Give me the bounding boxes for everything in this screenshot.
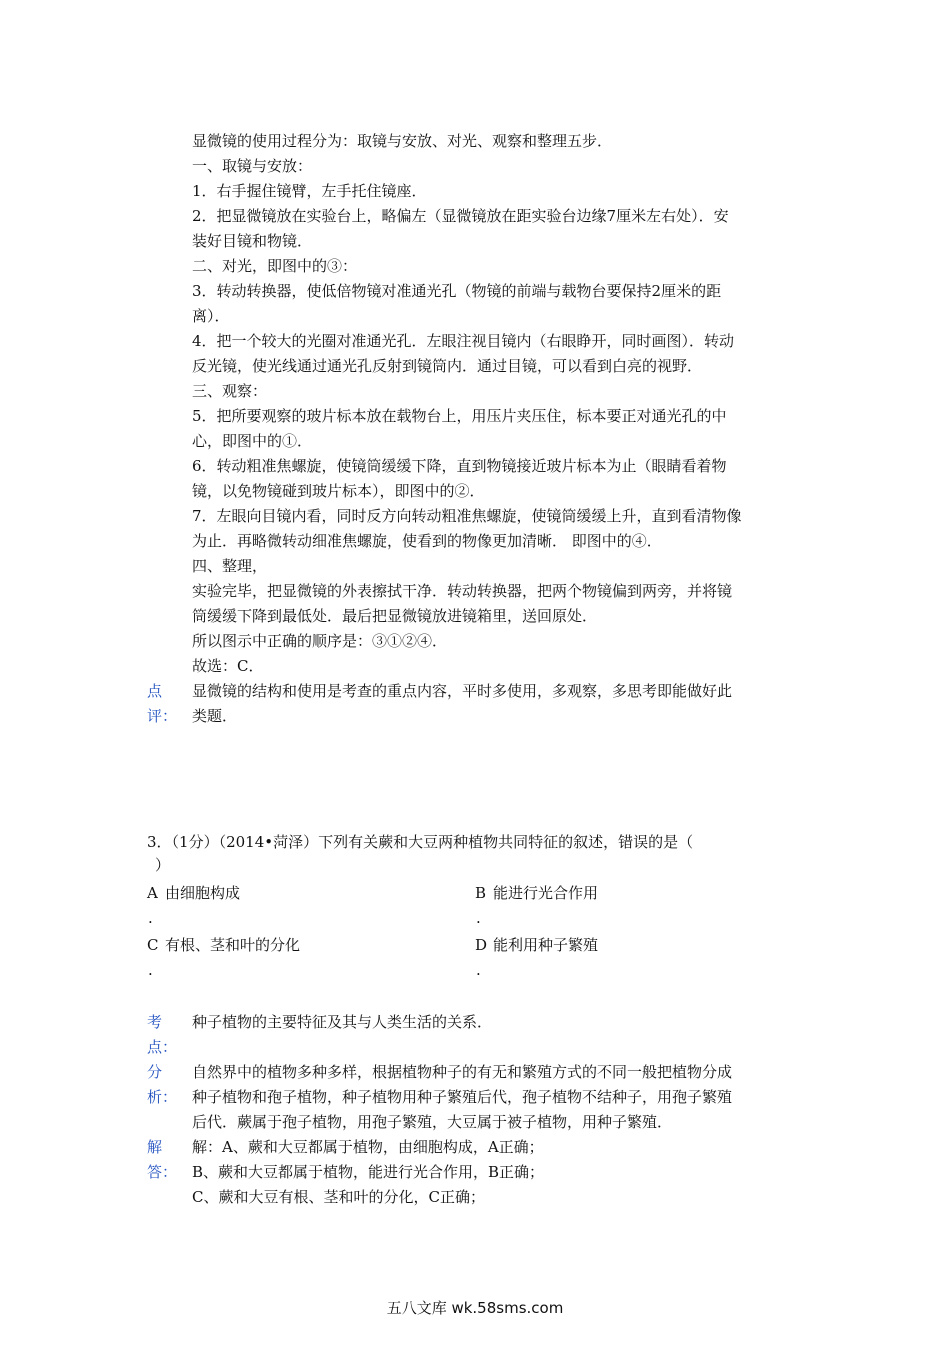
option-text: 有根、茎和叶的分化 bbox=[165, 936, 301, 954]
kaodian-text: 种子植物的主要特征及其与人类生活的关系． bbox=[192, 1013, 493, 1031]
footer-watermark: 五八文库 wk.58sms.com bbox=[386, 1299, 564, 1317]
text-line: 一、取镜与安放： bbox=[192, 157, 313, 175]
fenxi-label-char1: 分 bbox=[147, 1063, 163, 1081]
text-line: 2．把显微镜放在实验台上，略偏左（显微镜放在距实验台边缘7厘米左右处）．安 bbox=[192, 207, 729, 225]
kaodian-label-char2: 点： bbox=[147, 1038, 178, 1056]
text-line: 三、观察： bbox=[192, 382, 268, 400]
option-letter: C bbox=[147, 936, 159, 954]
text-line: 装好目镜和物镜． bbox=[192, 232, 313, 250]
text-line: 1．右手握住镜臂，左手托住镜座． bbox=[192, 182, 427, 200]
text-line: 7．左眼向目镜内看，同时反方向转动粗准焦螺旋，使镜筒缓缓上升，直到看清物像 bbox=[192, 507, 742, 525]
question-stem: 3．（1分）（2014•菏泽）下列有关蕨和大豆两种植物共同特征的叙述，错误的是（ bbox=[147, 833, 694, 851]
option-dot: . bbox=[476, 909, 481, 927]
text-line: 实验完毕，把显微镜的外表擦拭干净．转动转换器，把两个物镜偏到两旁，并将镜 bbox=[192, 582, 733, 600]
comment-label-char1: 点 bbox=[147, 682, 163, 700]
option-text: 由细胞构成 bbox=[165, 884, 241, 902]
option-letter: A bbox=[147, 884, 158, 902]
text-line: 镜，以免物镜碰到玻片标本），即图中的②． bbox=[192, 482, 485, 500]
jieda-text-line: 解：A、蕨和大豆都属于植物，由细胞构成，A正确； bbox=[192, 1138, 544, 1156]
text-line: 显微镜的使用过程分为：取镜与安放、对光、观察和整理五步． bbox=[192, 132, 613, 150]
text-line: 四、整理， bbox=[192, 557, 268, 575]
fenxi-text-line: 后代．蕨属于孢子植物，用孢子繁殖，大豆属于被子植物，用种子繁殖． bbox=[192, 1113, 673, 1131]
text-line: 离）． bbox=[192, 307, 230, 325]
text-line: 为止．再略微转动细准焦螺旋，使看到的物像更加清晰． 即图中的④． bbox=[192, 532, 662, 550]
question-stem-close-paren: ） bbox=[155, 856, 171, 874]
jieda-text-line: C、蕨和大豆有根、茎和叶的分化，C正确； bbox=[192, 1188, 485, 1206]
option-dot: . bbox=[476, 961, 481, 979]
text-line: 二、对光，即图中的③： bbox=[192, 257, 358, 275]
text-line: 4．把一个较大的光圈对准通光孔．左眼注视目镜内（右眼睁开，同时画图）．转动 bbox=[192, 332, 735, 350]
text-line: 筒缓缓下降到最低处．最后把显微镜放进镜箱里，送回原处． bbox=[192, 607, 598, 625]
text-line: 心，即图中的①． bbox=[192, 432, 313, 450]
jieda-label-char1: 解 bbox=[147, 1138, 163, 1156]
jieda-label-char2: 答： bbox=[147, 1163, 178, 1181]
option-dot: . bbox=[148, 909, 153, 927]
fenxi-text-line: 自然界中的植物多种多样，根据植物种子的有无和繁殖方式的不同一般把植物分成 bbox=[192, 1063, 733, 1081]
text-line: 6．转动粗准焦螺旋，使镜筒缓缓下降，直到物镜接近玻片标本为止（眼睛看着物 bbox=[192, 457, 727, 475]
kaodian-label-char1: 考 bbox=[147, 1013, 163, 1031]
text-line: 3．转动转换器，使低倍物镜对准通光孔（物镜的前端与载物台要保持2厘米的距 bbox=[192, 282, 722, 300]
option-letter: B bbox=[475, 884, 487, 902]
text-line: 故选：C． bbox=[192, 657, 264, 675]
text-line: 反光镜，使光线通过通光孔反射到镜筒内．通过目镜，可以看到白亮的视野． bbox=[192, 357, 703, 375]
text-line: 5．把所要观察的玻片标本放在载物台上，用压片夹压住，标本要正对通光孔的中 bbox=[192, 407, 727, 425]
option-text: 能进行光合作用 bbox=[493, 884, 599, 902]
comment-text-line: 类题． bbox=[192, 707, 238, 725]
fenxi-label-char2: 析： bbox=[147, 1088, 178, 1106]
text-line: 所以图示中正确的顺序是：③①②④． bbox=[192, 632, 448, 650]
comment-label-char2: 评： bbox=[147, 707, 178, 725]
comment-text-line: 显微镜的结构和使用是考查的重点内容，平时多使用，多观察，多思考即能做好此 bbox=[192, 682, 733, 700]
option-text: 能利用种子繁殖 bbox=[493, 936, 599, 954]
option-dot: . bbox=[148, 961, 153, 979]
option-letter: D bbox=[475, 936, 488, 954]
fenxi-text-line: 种子植物和孢子植物，种子植物用种子繁殖后代，孢子植物不结种子，用孢子繁殖 bbox=[192, 1088, 733, 1106]
jieda-text-line: B、蕨和大豆都属于植物，能进行光合作用，B正确； bbox=[192, 1163, 545, 1181]
